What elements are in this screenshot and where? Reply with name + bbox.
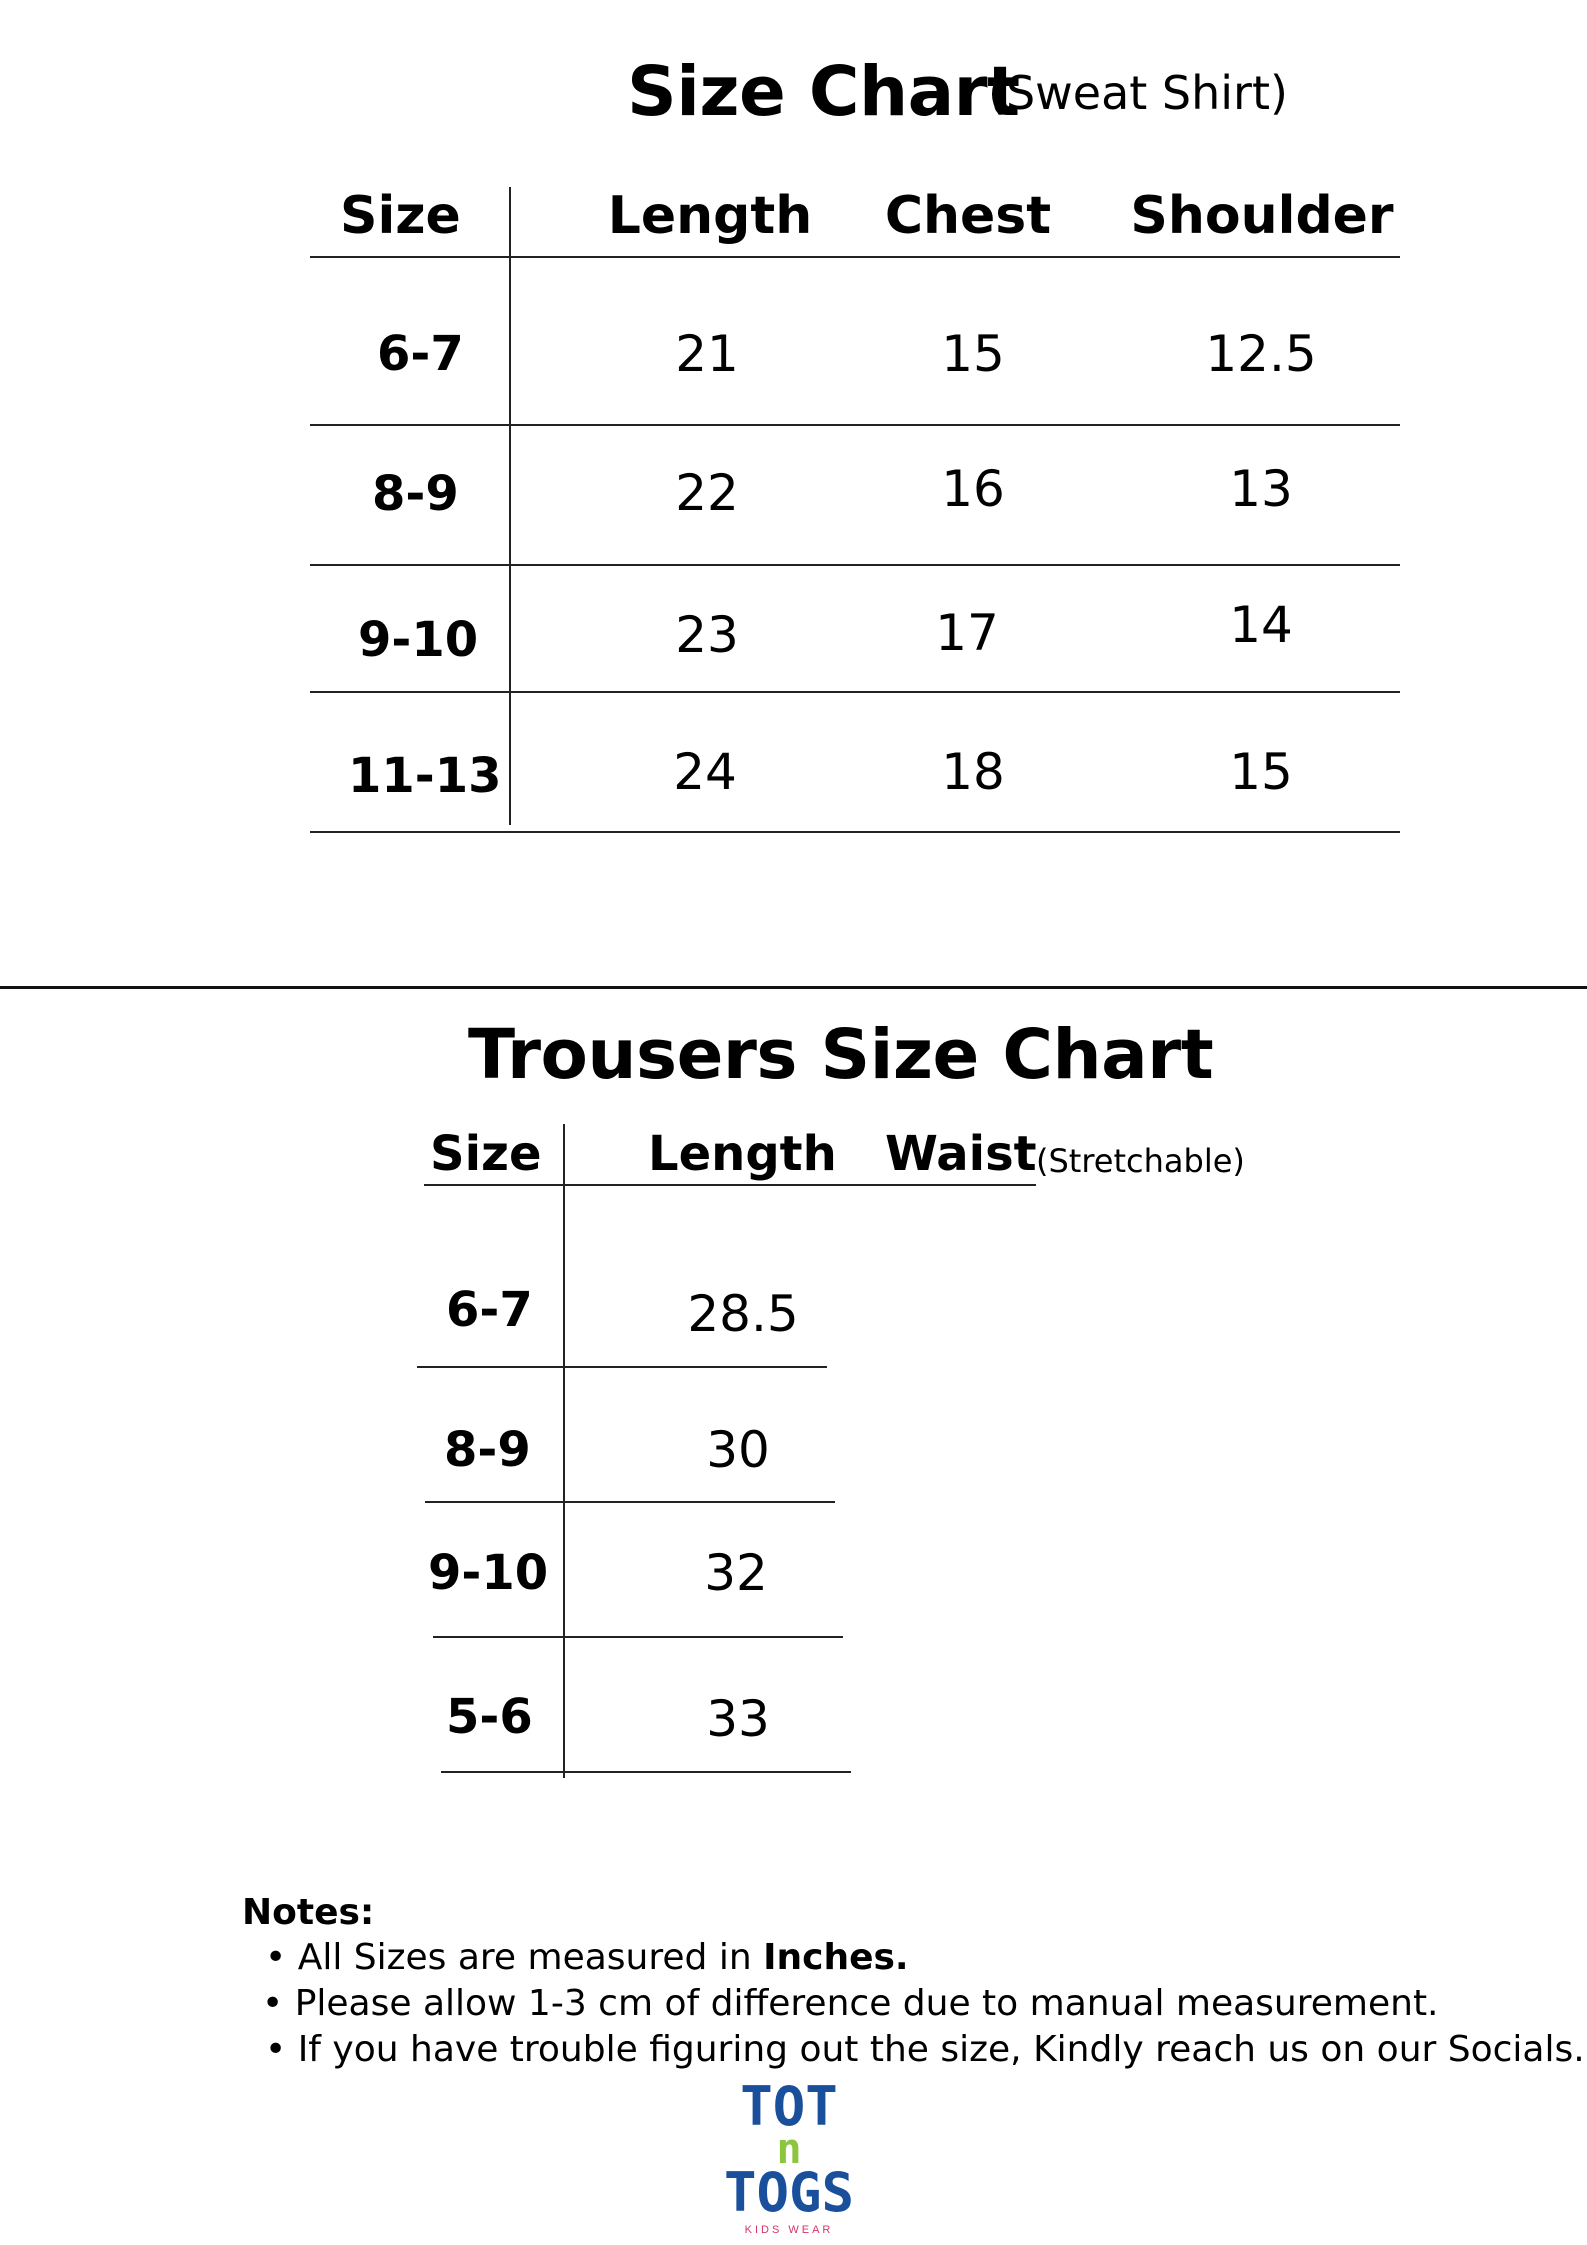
note-item <box>262 1983 1439 2024</box>
header-shoulder: Shoulder <box>1130 186 1394 246</box>
note-item <box>265 2029 1585 2070</box>
logo-tagline: KIDS WEAR <box>744 2224 834 2236</box>
sweatshirt-title: Size Chart <box>627 52 1020 132</box>
note-item <box>265 1937 909 1978</box>
row-divider <box>441 1771 851 1773</box>
header-waist-note: (Stretchable) <box>1036 1142 1245 1180</box>
column-divider <box>509 187 511 825</box>
bullet: • <box>262 1983 284 2024</box>
table-cell-length: 30 <box>706 1421 770 1479</box>
table-row-size: 8-9 <box>444 1422 531 1478</box>
note-emphasis: Inches. <box>763 1937 909 1978</box>
table-row-size: 6-7 <box>446 1282 533 1338</box>
row-divider <box>310 564 1400 566</box>
table-row-size: 11-13 <box>348 748 502 804</box>
section-divider <box>0 986 1587 989</box>
row-divider <box>433 1636 843 1638</box>
header-divider <box>424 1184 1036 1186</box>
table-row-size: 8-9 <box>372 466 459 522</box>
table-cell-length: 21 <box>675 325 739 383</box>
row-divider <box>425 1501 835 1503</box>
table-cell-shoulder: 12.5 <box>1205 325 1317 383</box>
trousers-title: Trousers Size Chart <box>468 1015 1214 1095</box>
table-cell-length: 23 <box>675 606 739 664</box>
note-text: If you have trouble figuring out the size, Kindly reach us on our Socials. <box>297 2029 1585 2070</box>
row-divider <box>310 424 1400 426</box>
table-row-size: 9-10 <box>358 612 479 668</box>
note-text: Please allow 1-3 cm of difference due to manual measurement. <box>294 1983 1439 2024</box>
table-cell-chest: 15 <box>941 325 1005 383</box>
table-row-size: 6-7 <box>377 326 464 382</box>
header-length: Length <box>648 1126 837 1182</box>
table-cell-shoulder: 13 <box>1229 460 1293 518</box>
logo-line-3: TOGS <box>723 2161 855 2224</box>
table-cell-chest: 18 <box>941 743 1005 801</box>
table-cell-length: 24 <box>673 743 737 801</box>
logo-line-1: TOT <box>740 2075 838 2138</box>
logo-line-2: n <box>776 2124 802 2173</box>
header-chest: Chest <box>884 186 1052 246</box>
sweatshirt-subtitle: (Sweat Shirt) <box>988 66 1288 120</box>
table-row-size: 9-10 <box>428 1545 549 1601</box>
row-divider <box>417 1366 827 1368</box>
table-cell-length: 22 <box>675 464 739 522</box>
table-cell-shoulder: 14 <box>1229 596 1293 654</box>
table-cell-shoulder: 15 <box>1229 743 1293 801</box>
table-cell-chest: 16 <box>941 460 1005 518</box>
header-divider <box>310 256 1400 258</box>
column-divider <box>563 1124 565 1778</box>
row-divider <box>310 691 1400 693</box>
table-cell-length: 32 <box>704 1544 768 1602</box>
header-size: Size <box>430 1126 542 1182</box>
header-size: Size <box>340 186 461 246</box>
row-divider <box>310 831 1400 833</box>
bullet: • <box>265 1937 287 1978</box>
header-length: Length <box>607 186 813 246</box>
table-row-size: 5-6 <box>446 1689 533 1745</box>
bullet: • <box>265 2029 287 2070</box>
notes-title: Notes: <box>242 1892 375 1933</box>
table-cell-length: 33 <box>706 1690 770 1748</box>
table-cell-length: 28.5 <box>687 1285 799 1343</box>
header-waist: Waist <box>885 1126 1037 1182</box>
table-cell-chest: 17 <box>935 604 999 662</box>
note-text: All Sizes are measured in <box>297 1937 764 1978</box>
